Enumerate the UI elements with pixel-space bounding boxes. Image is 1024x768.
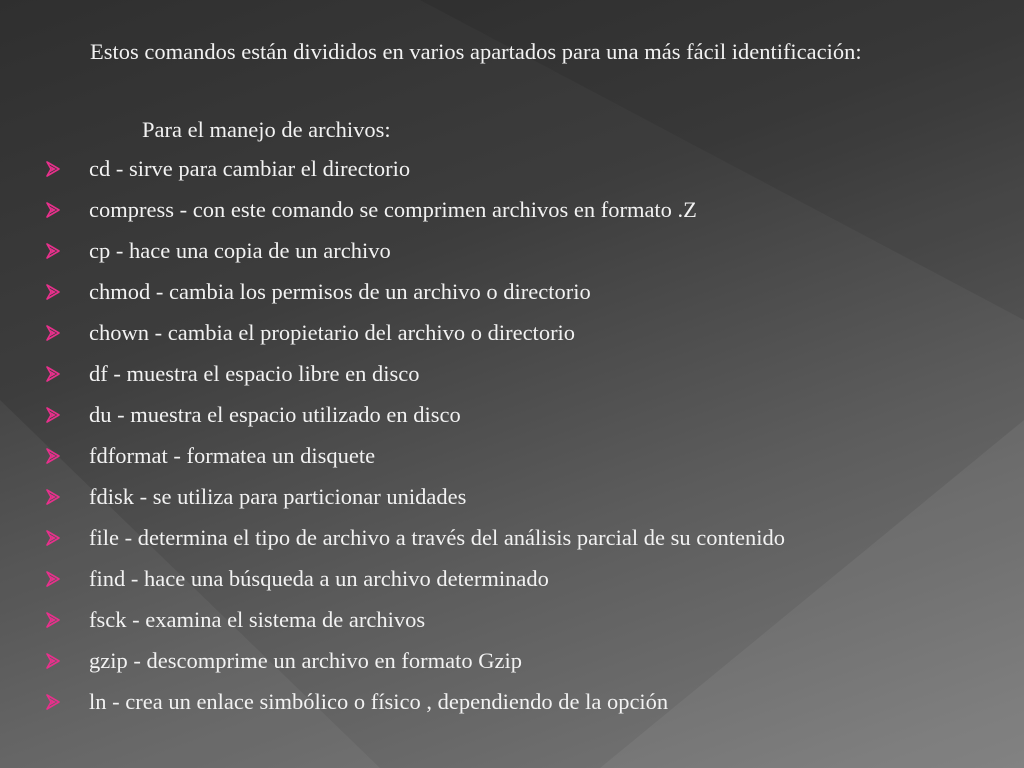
arrow-bullet-icon (46, 571, 60, 587)
command-list-item-text: chown - cambia el propietario del archivo o directorio (89, 320, 576, 345)
arrow-bullet-icon (46, 284, 60, 300)
arrow-bullet-icon (46, 325, 60, 341)
command-list-item-text: du - muestra el espacio utilizado en disco (89, 402, 461, 427)
command-list-item (0, 232, 785, 273)
command-list-item (0, 560, 785, 601)
command-list-item-text: cp - hace una copia de un archivo (89, 238, 391, 263)
command-list-item-text: fdisk - se utiliza para particionar unidades (89, 484, 467, 509)
command-list-item (0, 191, 785, 232)
command-list-item (0, 601, 785, 642)
command-list-item (0, 273, 785, 314)
command-list-item-text: df - muestra el espacio libre en disco (89, 361, 420, 386)
arrow-bullet-icon (46, 448, 60, 464)
command-list-item-text: fdformat - formatea un disquete (89, 443, 376, 468)
arrow-bullet-icon (46, 694, 60, 710)
arrow-bullet-icon (46, 366, 60, 382)
command-list-item-text: gzip - descomprime un archivo en formato Gzip (89, 648, 522, 673)
command-list-item-text: find - hace una búsqueda a un archivo determinado (89, 566, 549, 591)
command-list-item (0, 519, 785, 560)
arrow-bullet-icon (46, 202, 60, 218)
command-list-item-text: compress - con este comando se comprimen archivos en formato .Z (89, 197, 697, 222)
command-list-item (0, 150, 785, 191)
command-list-item-text: cd - sirve para cambiar el directorio (89, 156, 411, 181)
arrow-bullet-icon (46, 612, 60, 628)
arrow-bullet-icon (46, 530, 60, 546)
command-list-item (0, 355, 785, 396)
command-list-item (0, 478, 785, 519)
command-list-item-text: ln - crea un enlace simbólico o físico , dependiendo de la opción (89, 689, 669, 714)
arrow-bullet-icon (46, 407, 60, 423)
arrow-bullet-icon (46, 489, 60, 505)
section-subheading: Para el manejo de archivos: (142, 117, 391, 142)
intro-paragraph: Estos comandos están divididos en varios apartados para una más fácil identificación: (90, 39, 862, 64)
arrow-bullet-icon (46, 653, 60, 669)
command-list-item (0, 437, 785, 478)
command-list-item (0, 396, 785, 437)
command-list-item-text: fsck - examina el sistema de archivos (89, 607, 426, 632)
command-list-item (0, 683, 785, 724)
command-list-item-text: chmod - cambia los permisos de un archivo o directorio (89, 279, 591, 304)
command-list (0, 150, 785, 724)
command-list-item-text: file - determina el tipo de archivo a través del análisis parcial de su contenido (89, 525, 785, 550)
arrow-bullet-icon (46, 243, 60, 259)
arrow-bullet-icon (46, 161, 60, 177)
command-list-item (0, 314, 785, 355)
command-list-item (0, 642, 785, 683)
